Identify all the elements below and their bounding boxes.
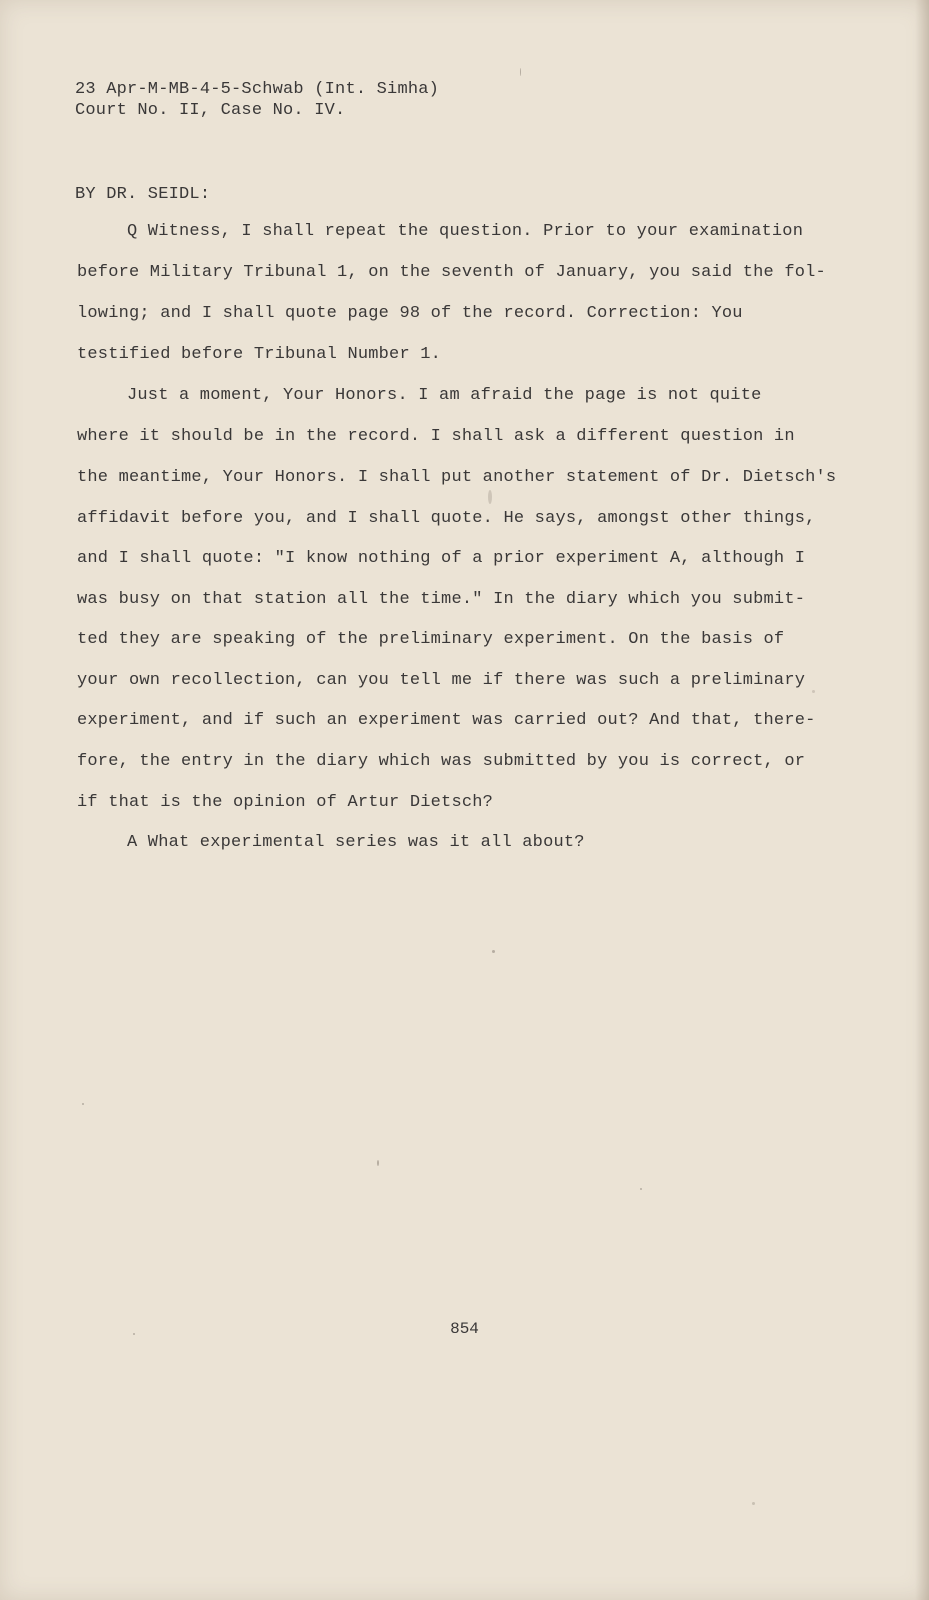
paper-speck xyxy=(488,490,492,504)
page-number: 854 xyxy=(450,1320,479,1338)
body-line: the meantime, Your Honors. I shall put another statement of Dr. Dietsch's xyxy=(77,468,837,487)
body-line: Q Witness, I shall repeat the question. Prior to your examination xyxy=(127,222,804,241)
body-line: where it should be in the record. I shall ask a different question in xyxy=(77,427,795,446)
section-label: BY DR. SEIDL: xyxy=(75,185,211,204)
body-line: fore, the entry in the diary which was submitted by you is correct, or xyxy=(77,752,806,771)
paper-speck xyxy=(812,690,815,693)
paper-speck xyxy=(640,1188,642,1190)
body-line: was busy on that station all the time." In the diary which you submit- xyxy=(77,590,806,609)
body-line: your own recollection, can you tell me if there was such a preliminary xyxy=(77,671,806,690)
paper-speck xyxy=(520,68,521,76)
body-line: experiment, and if such an experiment was carried out? And that, there- xyxy=(77,711,816,730)
paper-speck xyxy=(377,1160,379,1166)
paper-speck xyxy=(492,950,495,953)
body-line: and I shall quote: "I know nothing of a prior experiment A, although I xyxy=(77,549,806,568)
body-line: Just a moment, Your Honors. I am afraid the page is not quite xyxy=(127,386,762,405)
body-line: A What experimental series was it all about? xyxy=(127,833,585,852)
paper-speck xyxy=(752,1502,755,1505)
body-line: before Military Tribunal 1, on the seventh of January, you said the fol- xyxy=(77,263,826,282)
header-line-1: 23 Apr-M-MB-4-5-Schwab (Int. Simha) xyxy=(75,80,440,99)
body-line: ted they are speaking of the preliminary experiment. On the basis of xyxy=(77,630,785,649)
paper-speck xyxy=(133,1333,135,1335)
page-edge-shadow xyxy=(915,0,929,1600)
header-line-2: Court No. II, Case No. IV. xyxy=(75,101,346,120)
body-line: testified before Tribunal Number 1. xyxy=(77,345,442,364)
body-line: if that is the opinion of Artur Dietsch? xyxy=(77,793,494,812)
body-line: lowing; and I shall quote page 98 of the record. Correction: You xyxy=(77,304,743,323)
paper-speck xyxy=(82,1103,84,1105)
body-line: affidavit before you, and I shall quote. He says, amongst other things, xyxy=(77,509,816,528)
